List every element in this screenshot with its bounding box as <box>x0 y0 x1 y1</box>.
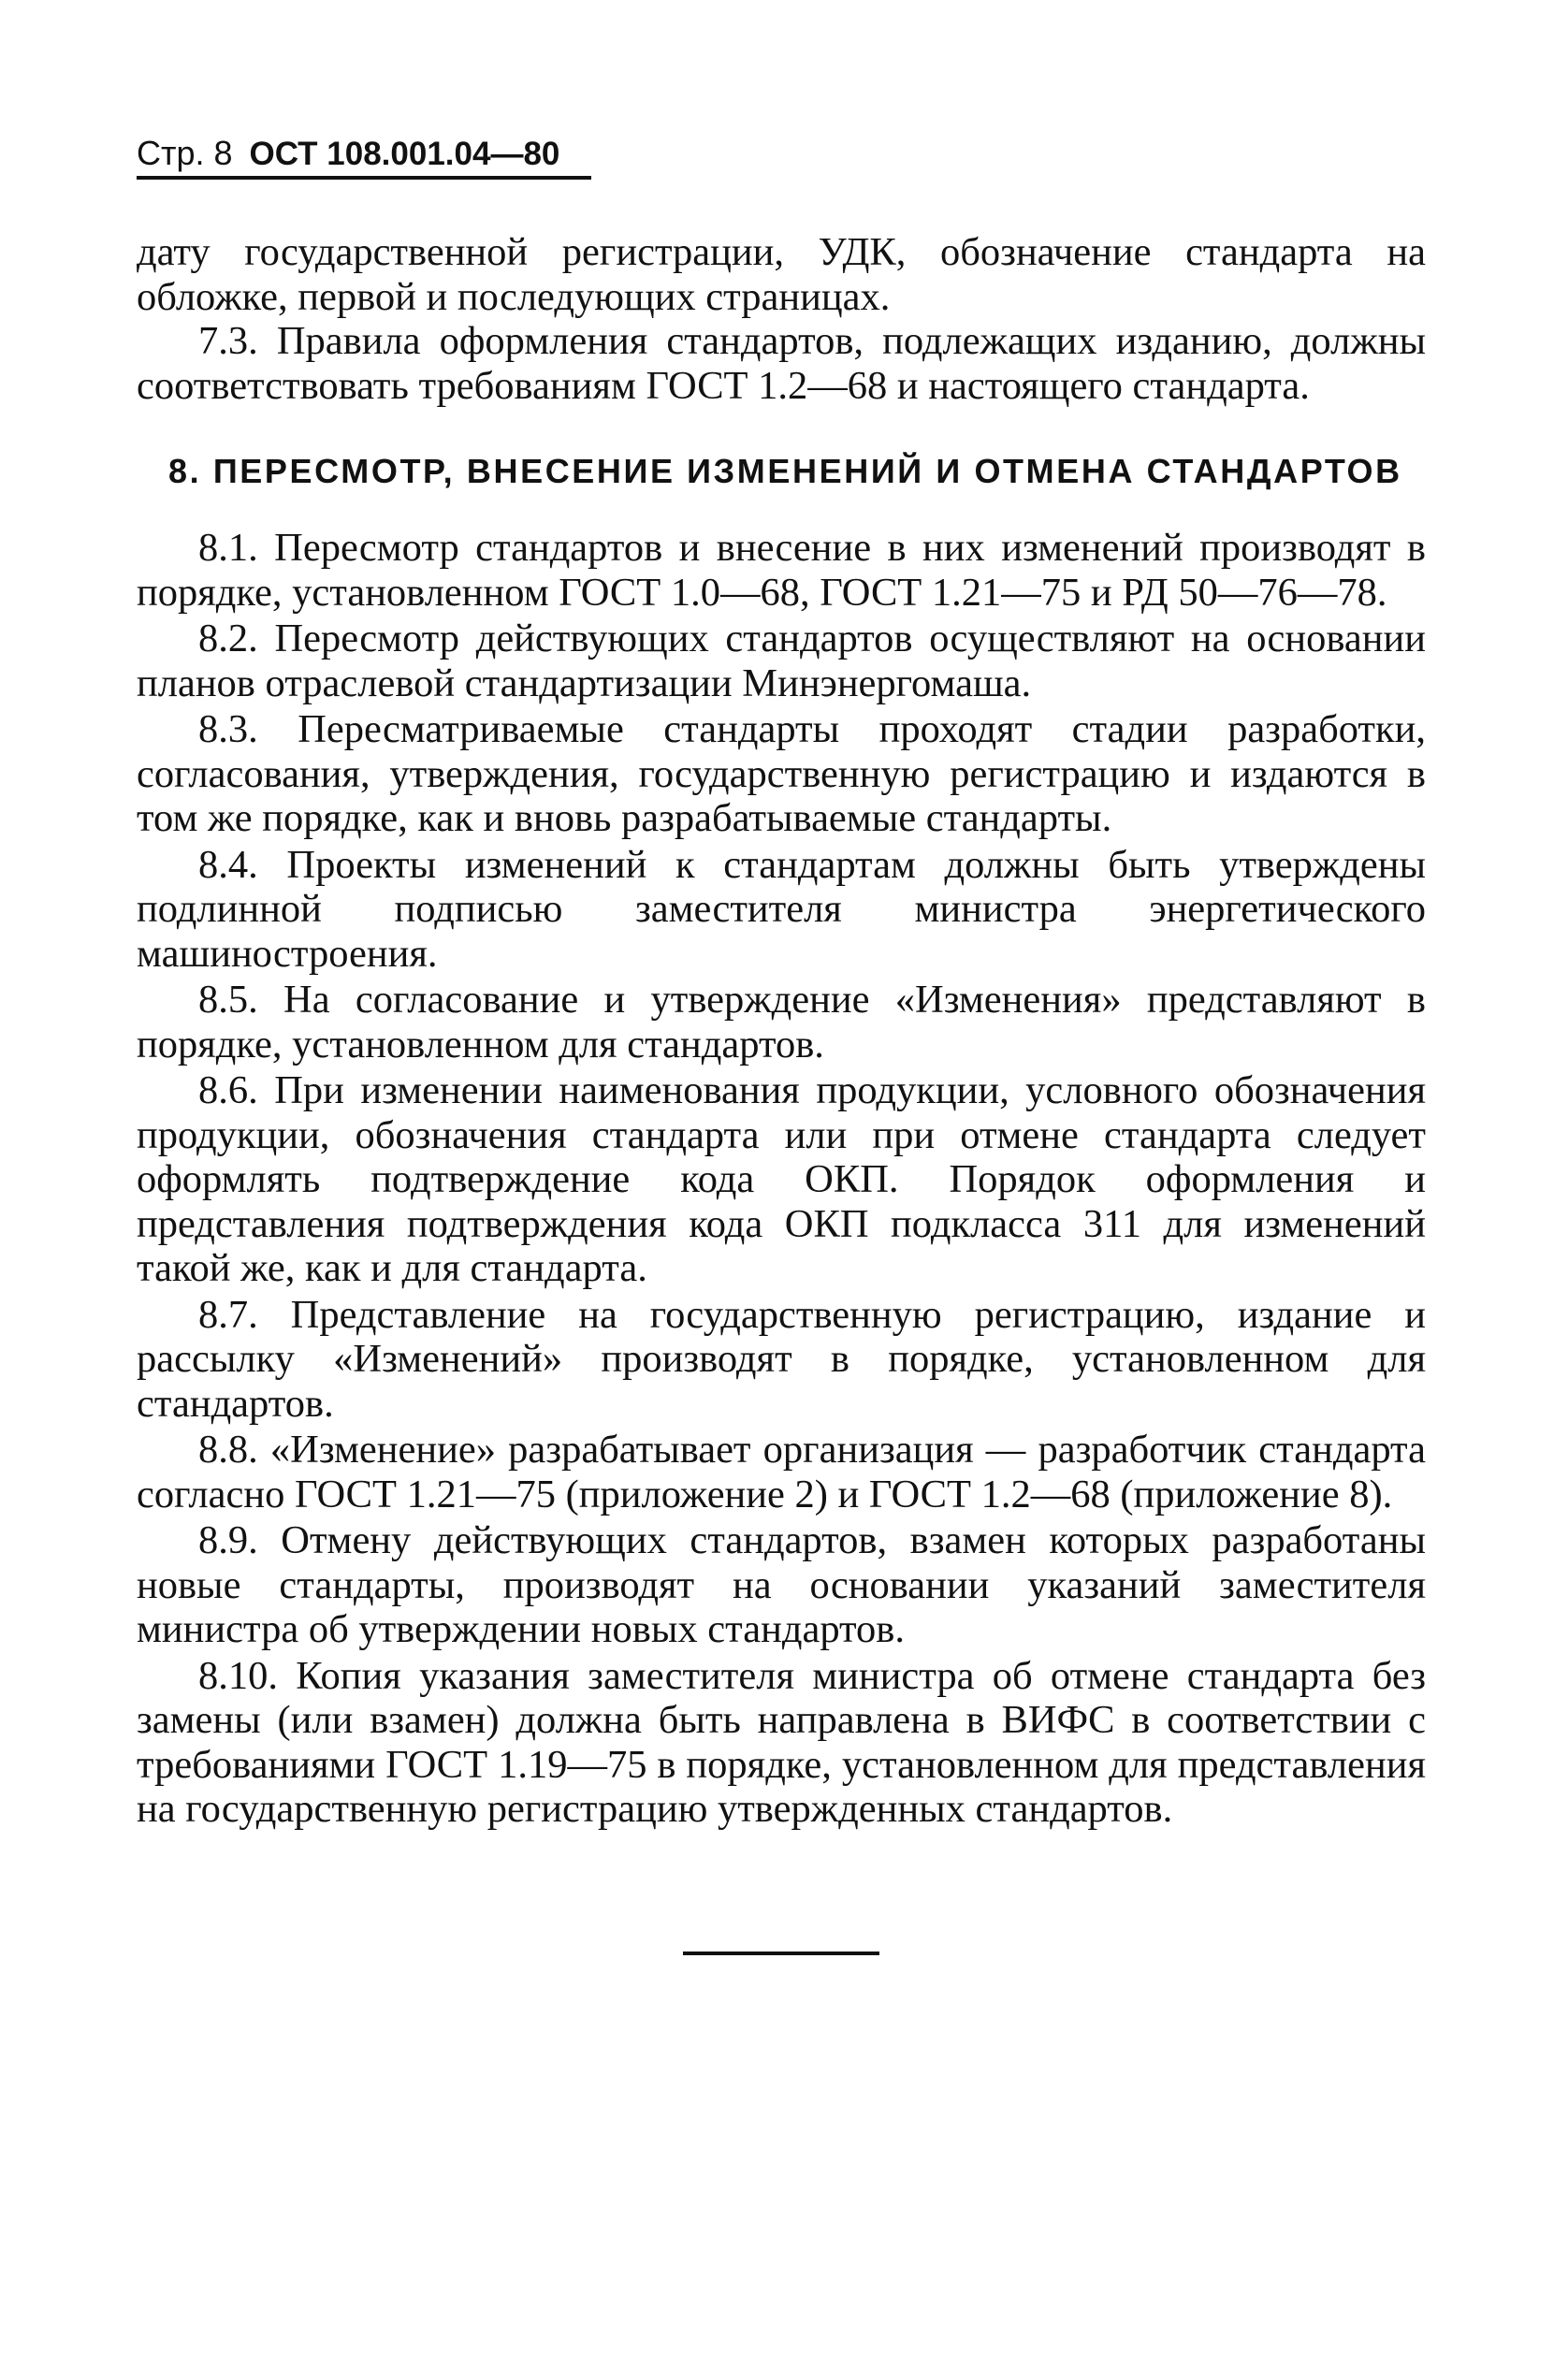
clause-8-1: 8.1. Пересмотр стандартов и внесение в них изменений производят в порядке, установленном ГОСТ 1.0—68, ГОСТ 1.21—75 и РД 50—76—78. <box>137 526 1426 615</box>
clause-8-10: 8.10. Копия указания заместителя министра об отмене стандарта без замены (или взамен) должна быть направлена в ВИФС в соответствии с требованиями ГОСТ 1.19—75 в порядке, установленном для представления на государственную регистрацию утвержденных стандартов. <box>137 1653 1426 1831</box>
clause-8-9: 8.9. Отмену действующих стандартов, взамен которых разработаны новые стандарты, производят на основании указаний заместителя министра об утверждении новых стандартов. <box>137 1518 1426 1651</box>
page-number: Стр. 8 <box>137 134 233 172</box>
clause-8-4: 8.4. Проекты изменений к стандартам должны быть утверждены подлинной подписью заместителя министра энергетического машиностроения. <box>137 842 1426 976</box>
clause-8-2: 8.2. Пересмотр действующих стандартов осуществляют на основании планов отраслевой стандартизации Минэнергомаша. <box>137 617 1426 705</box>
document-code: ОСТ 108.001.04—80 <box>249 136 560 172</box>
clause-8-3: 8.3. Пересматриваемые стандарты проходят стадии разработки, согласования, утверждения, государственную регистрацию и издаются в том же порядке, как и вновь разрабатываемые стандарты. <box>137 707 1426 840</box>
section-heading: 8. ПЕРЕСМОТР, ВНЕСЕНИЕ ИЗМЕНЕНИЙ И ОТМЕНА СТАНДАРТОВ <box>168 452 1402 490</box>
paragraph-continuation: дату государственной регистрации, УДК, обозначение стандарта на обложке, первой и последующих страницах. <box>137 230 1426 319</box>
clause-8-8: 8.8. «Изменение» разрабатывает организация — разработчик стандарта согласно ГОСТ 1.21—75 (приложение 2) и ГОСТ 1.2—68 (приложение 8). <box>137 1428 1426 1516</box>
clause-7-3: 7.3. Правила оформления стандартов, подлежащих изданию, должны соответствовать требованиям ГОСТ 1.2—68 и настоящего стандарта. <box>137 319 1426 408</box>
clause-8-5: 8.5. На согласование и утверждение «Изменения» представляют в порядке, установленном для стандартов. <box>137 978 1426 1066</box>
running-header <box>137 133 591 180</box>
clause-8-7: 8.7. Представление на государственную регистрацию, издание и рассылку «Изменений» производят в порядке, установленном для стандартов. <box>137 1292 1426 1426</box>
clause-8-6: 8.6. При изменении наименования продукции, условного обозначения продукции, обозначения стандарта или при отмене стандарта следует оформлять подтверждение кода ОКП. Порядок оформления и представления подтверждения кода ОКП подкласса 311 для изменений такой же, как и для стандарта. <box>137 1068 1426 1290</box>
document-body <box>137 230 1426 1832</box>
end-of-text-rule <box>683 1951 879 1955</box>
